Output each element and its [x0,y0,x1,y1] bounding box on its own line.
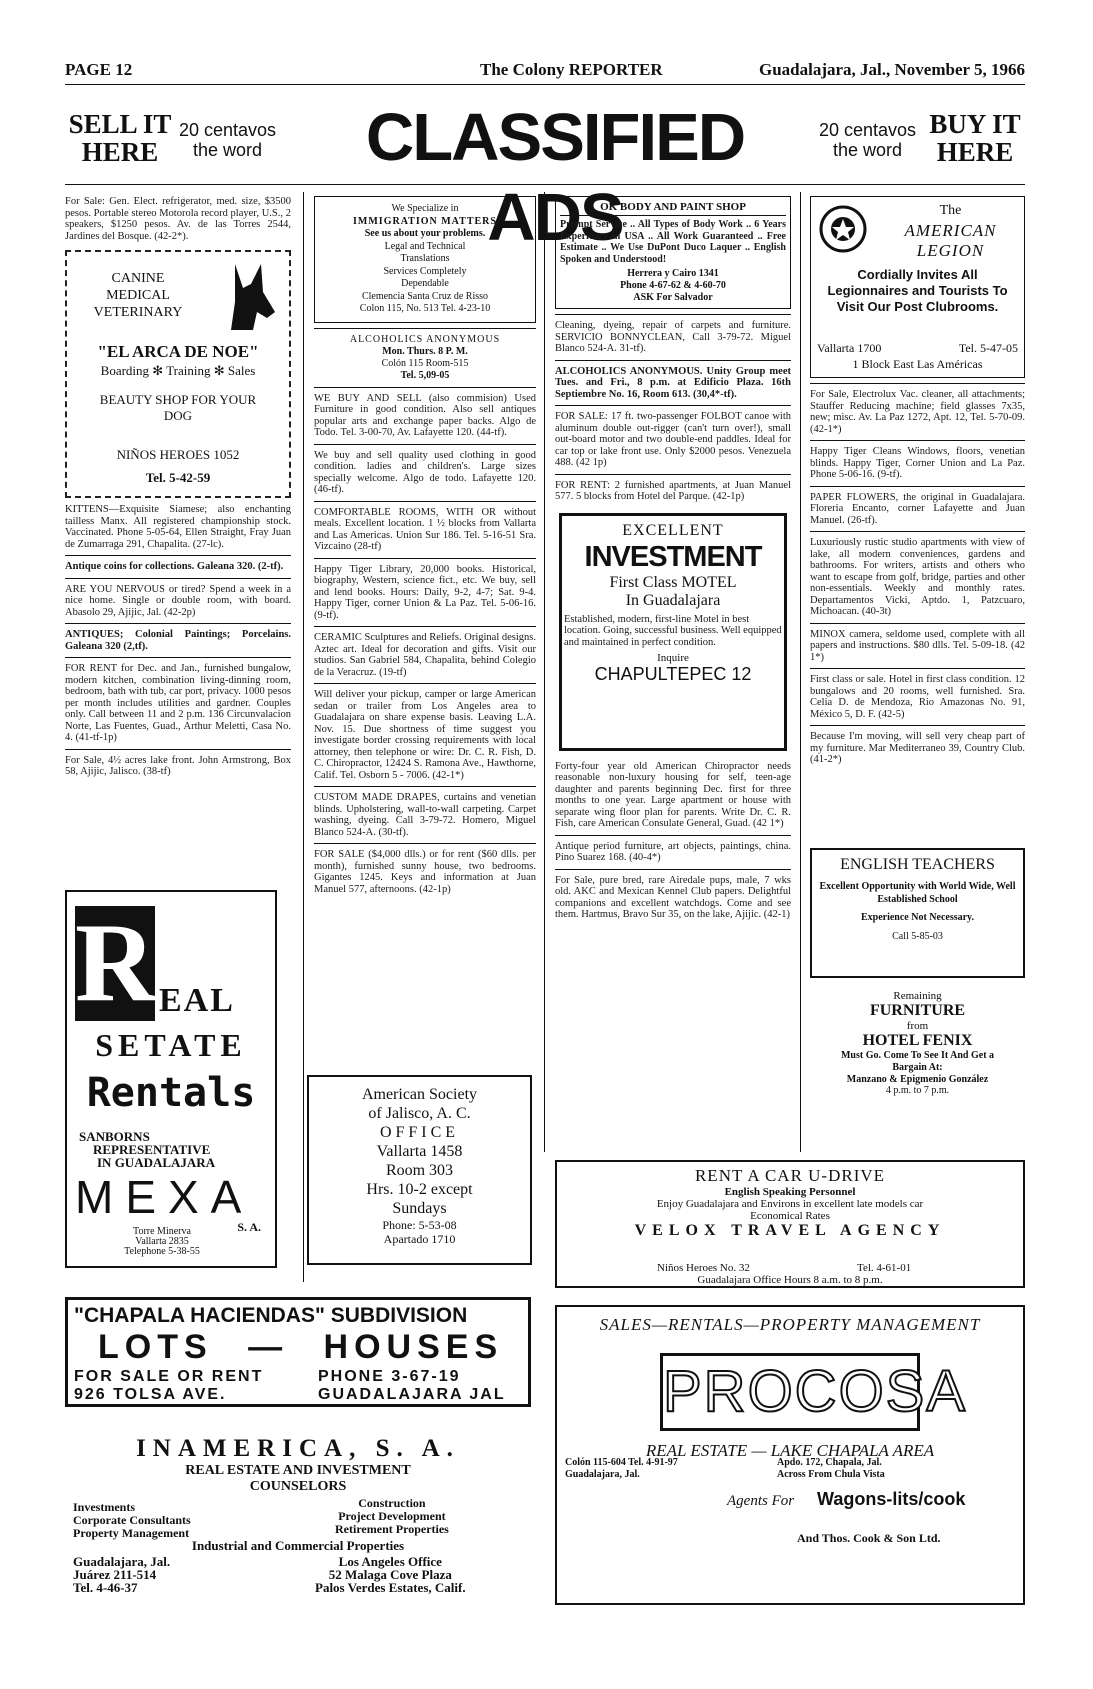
procosa-ad: SALES—RENTALS—PROPERTY MANAGEMENT PROCOSA REAL ESTATE — LAKE CHAPALA AREA Colón 115-604 Tel. 4-91-97 Guadalajara, Jal. Apdo. 172, Chapala, Jal. Across From Chula Vista Agents For Wagons-lits/cook And Thos. Cook & Son Ltd. [555,1305,1025,1605]
classified-ad: Antique period furniture, art objects, paintings, china. Pino Suarez 168. (40-4*) [555,840,791,863]
classified-ads-title: CLASSIFIED ADS [365,100,745,255]
classified-ad: FOR SALE: 17 ft. two-passenger FOLBOT canoe with aluminum double out-rigger (can't turn over!), small out-board motor and two double-end paddles. Ideal for car top or lake front use. Only $2000 pesos. Venezuela 488. (42 1p) [555,411,791,468]
investment-ad: EXCELLENT INVESTMENT First Class MOTEL In Guadalajara Established, modern, first-line Motel in best location. Going, successful business. Well equipped and maintained in perfect condition. Inquire CHAPULTEPEC 12 [559,513,787,751]
classified-ad: For Sale, pure bred, rare Airedale pups, male, 7 wks old. AKC and Mexican Kennel Club papers. Delightful companions and excellent watchdogs. Come and see them. Hartmus, Bravo Sur 35, on the lake, Ajijic. (42-1) [555,874,791,920]
vet-title: CANINE MEDICAL VETERINARY [93,271,183,320]
column-4 [810,196,1025,766]
classified-ad: MINOX camera, seldome used, complete with all papers and instructions. $80 dlls. Tel. 5-09-18. (42 1*) [810,628,1025,663]
column-rule [800,192,801,1152]
classified-ad: Forty-four year old American Chiropractor needs reasonable non-luxury housing for self, teen-age daughter and parents beginning Dec. first for three months to one year. Large apartment or house with separate wing floor plan for parents. Write Dr. C. R. Fish, care American Consulate General, Guad. (42 1*) [555,760,791,829]
arca-phone: Tel. 5-42-59 [145,470,211,485]
classified-ad: Luxuriously rustic studio apartments with view of lake, all modern conveniences, gardens and bathrooms. For writers, artists and others who want to escape from golf, bridge, parties and other non-essentials. Weekly and monthly rates. Departamentos Vicki, Aptdo. 1, Patzcuaro, Michoacan. (40-3t) [810,537,1025,617]
classified-ad: First class or sale. Hotel in first class condition. 12 bungalows and 20 rooms, well furnished. Sra. Celia D. de Mendoza, Rio Amazonas No. 91, México 5, D. F. (42-5) [810,674,1025,720]
immigration-ad: We Specialize in IMMIGRATION MATTERS See us about your problems. Legal and Technical Translations Services Completely Dependable Clemencia Santa Cruz de Risso Colon 115, No. 513 Tel. 4-23-10 [314,196,536,323]
classified-ad: WE BUY AND SELL (also commision) Used Furniture in good condition. Also sell antiques popular arts and exchange paper backs. Algo de Todo. Tel. 3-00-70, Av. Lafayette 120. (44-tf). [314,392,536,438]
classified-ad: COMFORTABLE ROOMS, WITH OR without meals. Excellent location. 1 ½ blocks from Vallarta and Las Americas. Union Sur 186. Tel. 5-16-51 Sra. Vizcaino (28-tf) [314,506,536,552]
procosa-logo: PROCOSA [660,1353,920,1431]
legion-emblem-icon [819,205,867,253]
american-legion-ad: The AMERICAN LEGION Cordially Invites All Legionnaires and Tourists To Visit Our Post Clubrooms. Vallarta 1700 Tel. 5-47-05 1 Block East Las Américas [810,196,1025,378]
classified-ad: Will deliver your pickup, camper or large American sedan or trailer from Los Angeles area to Guadalajara on share expense basis. Leaving L.A. Nov. 15. Due shortness of time suggest you investigate border crossing requirements with local attorney, then telephone or wire: Dr. C. R. Fish, D. C. Chiropractor, 12424 S. Ramona Ave., Hawthorne, Calif. Tel. Osborn 5 - 7006. (42-1*) [314,689,536,781]
classified-ad: Antique coins for collections. Galeana 320. (2-tf). [65,561,284,572]
banner-rule [65,184,1025,185]
classified-ad: ARE YOU NERVOUS or tired? Spend a week in a nice home. Single or double room, with board. Abasolo 29, Ajijic, Jal. (42-2p) [65,583,291,618]
header-rule [65,84,1025,85]
sanborns-line: SANBORNS REPRESENTATIVE IN GUADALAJARA [79,1129,216,1170]
chapala-haciendas-ad: "CHAPALA HACIENDAS" SUBDIVISION LOTS — HOUSES FOR SALE OR RENT PHONE 3-67-19 926 TOLSA AVE. GUADALAJARA JAL [65,1297,531,1407]
classified-ad: For Sale: Gen. Elect. refrigerator, med. size, $3500 pesos. Portable stereo Motorola record player, U.S., 2 speakers, $1250 pesos. Av. de las Torres 2544, Jardines del Bosque. (42-2*). [65,196,291,242]
column-3 [555,196,791,921]
english-teachers-ad: ENGLISH TEACHERS Excellent Opportunity with World Wide, Well Established School Experience Not Necessary. Call 5-85-03 [810,848,1025,978]
classified-ad: ANTIQUES; Colonial Paintings; Porcelains. Galeana 320 (2,tf). [65,629,291,652]
classified-ad: KITTENS—Exquisite Siamese; also enchanting tailless Manx. All registered championship stock. Vaccinated. Phone 5-05-64, Ellen Straight, Fray Juan de Zumarraga 291, Chapalita. (27-lc). [65,504,291,550]
arca-de-noe: "EL ARCA DE NOE" [97,342,259,361]
price-note-right: 20 centavos the word [818,120,917,160]
classified-ad: Happy Tiger Cleans Windows, floors, venetian blinds. Happy Tiger, Corner Union and La Paz. Phone 5-06-16. (9-tf). [810,446,1025,480]
velox-car-rental-ad: RENT A CAR U-DRIVE English Speaking Personnel Enjoy Guadalajara and Environs in excellent late models car Economical Rates VELOX TRAVEL AGENCY Niños Heroes No. 32 Tel. 4-61-01 Guadalajara Office Hours 8 a.m. to 8 p.m. [555,1160,1025,1288]
classified-ad: For Sale, 4½ acres lake front. John Armstrong, Box 58, Ajijic, Jalisco. (38-tf) [65,754,291,777]
classified-ad: We buy and sell quality used clothing in good condition. ladies and children's. Large sizes specially welcome. Algo de todo. Lafayette 120. (46-tf). [314,449,536,495]
classified-ad: FOR RENT for Dec. and Jan., furnished bungalow, modern kitchen, combination living-dinning room, bedroom, bath with tub, car port, privacy. 1000 pesos per month includes utilities and gardner. Couples only. Call between 11 and 2 p.m. 136 Circunvalacion Norte, Las Fuentes, Guad., Arthur Meletti, Casa No. 4. (41-tf-1p) [65,663,291,743]
classified-ad: Happy Tiger Library, 20,000 books. Historical, biography, Western, science fict., etc. We buy, sell and lend books. Hours: Daily, 9-2, 4-7; Sat. 9-4. Happy Tiger, corner Union & La Paz. Tel. 5-06-16. (9-tf). [314,563,536,621]
dateline: Guadalajara, Jal., November 5, 1966 [758,60,1025,79]
real-word: EAL [159,982,235,1019]
classified-ad: CERAMIC Sculptures and Reliefs. Original designs. Aztec art. Ideal for decoration and gifts. Visit our studios. San Gabriel 584, Chapalita, behind Colegio de la Veracruz. (19-tf) [314,632,536,678]
column-1 [65,196,291,778]
estate-word: SETATE [95,1027,247,1063]
inamerica-ad: INAMERICA, S. A. REAL ESTATE AND INVESTMENT COUNSELORS Investments Corporate Consultants Property Management Construction Project Development Retirement Properties Industrial and Commercial Properties Guadalajara, Jal. Juárez 211-514 Tel. 4-46-37 Los Angeles Office 52 Malaga Cove Plaza Palos Verdes Estates, Calif. [73,1435,466,1595]
classified-ad: ALCOHOLICS ANONYMOUS. Unity Group meet Tues. and Fri., 8 p.m. at Edificio Plaza. 16th Septiembre No. 16, Room 613. (30,4*-tf). [555,365,791,400]
dog-head-icon [217,262,279,332]
paper-name: The Colony REPORTER [480,60,663,79]
mexa-logo: MEXA [75,1171,254,1223]
mexa-sa: S. A. [237,1220,261,1234]
buy-it-label: BUY IT HERE [929,109,1021,167]
logo-letter-r: R [75,901,156,1025]
real-estate-ad [65,890,277,1268]
classified-ad: CUSTOM MADE DRAPES, curtains and venetian blinds. Upholstering, wall-to-wall carpeting. Carpet washing, dyeing. Call 3-79-72. Homero, Miguel Blanco 524-A. (30-tf). [314,792,536,838]
arca-services: Boarding ✻ Training ✻ Sales [100,363,256,378]
classified-ad: Because I'm moving, will sell very cheap part of my furniture. Mar Mediterraneo 39, Country Club. (41-2*) [810,731,1025,765]
column-rule [544,192,545,1152]
body-shop-ad: OK BODY AND PAINT SHOP Prompt Service .. All Types of Body Work .. 6 Years Experience in USA .. All Work Guaranteed .. Free Estimate .. We Use DuPont Duco Laquer .. English Spoken and Understood! Herrera y Cairo 1341 Phone 4-67-62 & 4-60-70 ASK For Salvador [555,196,791,309]
page-number: PAGE 12 [65,60,133,79]
american-society-ad: American Society of Jalisco, A. C. OFFICE Vallarta 1458 Room 303 Hrs. 10-2 except Sundays Phone: 5-53-08 Apartado 1710 [307,1075,532,1265]
hotel-fenix-ad: Remaining FURNITURE from HOTEL FENIX Must Go. Come To See It And Get a Bargain At: Manzano & Epigmenio González 4 p.m. to 7 p.m. [840,990,995,1096]
classified-ad: For Sale, Electrolux Vac. cleaner, all attachments; Stauffer Reducing machine; field glasses 7x35, new; misc. Av. La Paz 1272, Apt. 12, Tel. 5-70-09. (42-1*) [810,389,1025,435]
classified-ad: PAPER FLOWERS, the original in Guadalajara. Floreria Encanto, corner Lafayette and Juan Manuel. (26-tf). [810,491,1025,526]
mexa-address: Torre Minerva Vallarta 2835 Telephone 5-38-55 [124,1226,200,1257]
column-rule [303,192,304,1282]
price-note-left: 20 centavos the word [178,120,277,160]
classified-ad: FOR RENT: 2 furnished apartments, at Juan Manuel 577. 5 blocks from Hotel del Parque. (42-1p) [555,479,791,502]
alcoholics-anonymous-ad: ALCOHOLICS ANONYMOUS Mon. Thurs. 8 P. M. Colón 115 Room-515 Tel. 5,09-05 [349,333,501,381]
sell-it-label: SELL IT HERE [68,109,172,167]
rentals-word: Rentals [86,1070,256,1116]
column-2 [314,196,536,895]
classified-ad: Cleaning, dyeing, repair of carpets and furniture. SERVICIO BONNYCLEAN, Call 3-79-72. Miguel Blanco 524-A. 31-tf). [555,320,791,354]
arca-address: NIÑOS HEROES 1052 [116,447,240,462]
beauty-shop: BEAUTY SHOP FOR YOUR DOG [99,392,257,423]
classified-ad: FOR SALE ($4,000 dlls.) or for rent ($60 dlls. per month), furnished sunny house, two bedrooms. Gigantes 1245. Keys and information at Juan Manuel 577, afternoons. (42-1p) [314,849,536,895]
vet-ad [65,250,291,498]
